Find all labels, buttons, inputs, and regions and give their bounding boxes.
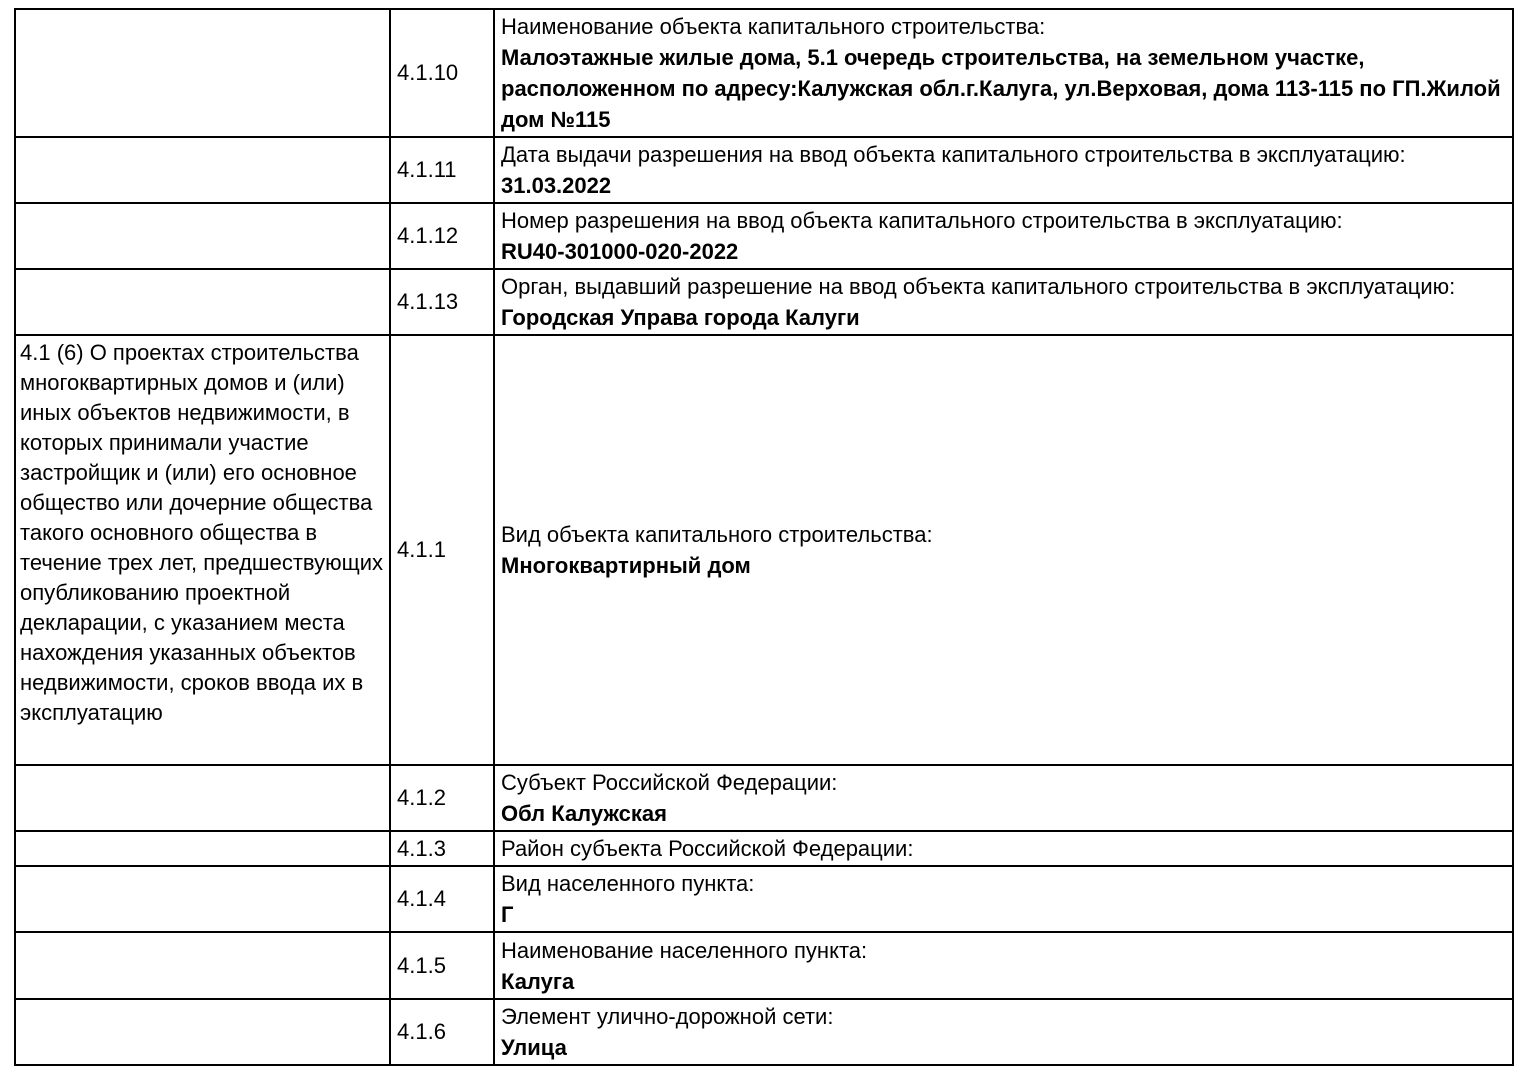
field-value: 31.03.2022 [501,173,612,198]
table-row [15,9,1513,137]
table-row [15,269,1513,335]
field-label: Орган, выдавший разрешение на ввод объекта капитального строительства в эксплуатацию: [501,274,1456,299]
row-code: 4.1.6 [390,999,494,1065]
field-value: Обл Калужская [501,801,667,826]
field-label: Наименование населенного пункта: [501,937,868,963]
field-cell [494,831,1513,866]
field-label: Субъект Российской Федерации: [501,770,838,795]
field-cell [494,137,1513,203]
field-label: Район субъекта Российской Федерации: [501,836,914,861]
section-note-cell [15,269,390,335]
section-note-cell [15,137,390,203]
section-note: 4.1 (6) О проектах строительства многоквартирных домов и (или) иных объектов недвижимости, в которых принимали участие застройщик и (или) его основное общество или дочерние общества такого основного общества в течение трех лет, предшествующих опубликованию проектной декларации, с указанием места нахождения указанных объектов недвижимости, сроков ввода их в эксплуатацию [20,340,383,725]
section-note-cell [15,335,390,765]
field-value: Городская Управа города Калуги [501,305,860,330]
table-row [15,932,1513,999]
row-code: 4.1.12 [390,203,494,269]
field-label: Номер разрешения на ввод объекта капитального строительства в эксплуатацию: [501,208,1343,233]
field-cell [494,765,1513,831]
row-code: 4.1.11 [390,137,494,203]
section-note-cell [15,203,390,269]
field-cell [494,269,1513,335]
table-row [15,137,1513,203]
field-label: Элемент улично-дорожной сети: [501,1004,834,1029]
field-value: Улица [501,1035,567,1060]
field-label: Наименование объекта капитального строительства: [501,14,1046,39]
field-cell [494,999,1513,1065]
row-code: 4.1.3 [390,831,494,866]
field-cell [494,932,1513,999]
row-code: 4.1.4 [390,866,494,932]
field-value: Калуга [501,968,575,994]
field-cell [494,203,1513,269]
section-note-cell [15,999,390,1065]
field-value: Малоэтажные жилые дома, 5.1 очередь строительства, на земельном участке, расположенном по адресу:Калужская обл.г.Калуга, ул.Верховая, дома 113-115 по ГП.Жилой дом №115 [501,45,1501,132]
field-cell [494,866,1513,932]
row-code: 4.1.1 [390,335,494,765]
field-value: Многоквартирный дом [501,553,751,578]
declaration-table [14,8,1514,1066]
row-code: 4.1.13 [390,269,494,335]
field-cell [494,335,1513,765]
section-note-cell [15,765,390,831]
table-row [15,831,1513,866]
table-row [15,765,1513,831]
field-label: Дата выдачи разрешения на ввод объекта капитального строительства в эксплуатацию: [501,142,1406,167]
field-label: Вид объекта капитального строительства: [501,522,933,547]
table-row [15,866,1513,932]
table-row [15,999,1513,1065]
section-note-cell [15,9,390,137]
row-code: 4.1.2 [390,765,494,831]
row-code: 4.1.5 [390,932,494,999]
field-value: RU40-301000-020-2022 [501,239,739,264]
section-note-cell [15,932,390,999]
section-note-cell [15,831,390,866]
field-cell [494,9,1513,137]
field-label: Вид населенного пункта: [501,871,755,896]
row-code: 4.1.10 [390,9,494,137]
table-row [15,335,1513,765]
field-value: Г [501,902,514,927]
table-row [15,203,1513,269]
section-note-cell [15,866,390,932]
